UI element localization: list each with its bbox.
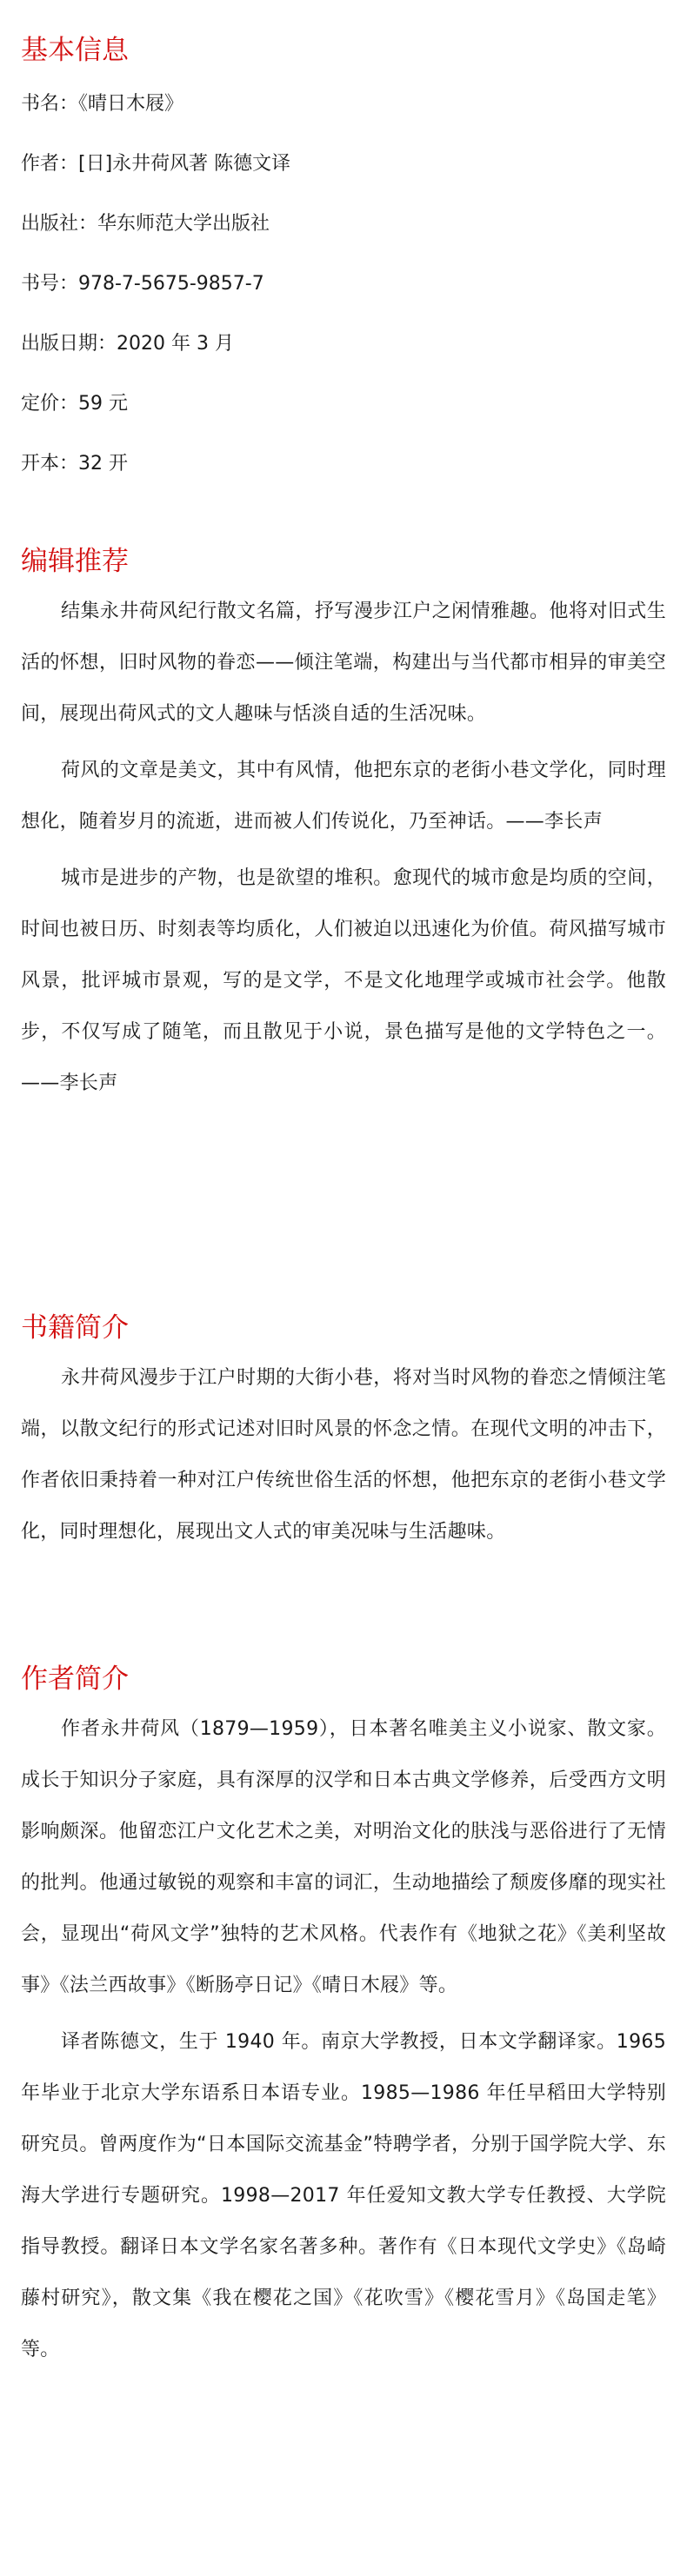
info-author: 作者：[日]永井荷风著 陈德文译 bbox=[21, 153, 291, 175]
section-title-book-intro: 书籍简介 bbox=[21, 1312, 129, 1344]
info-isbn: 书号：978-7-5675-9857-7 bbox=[21, 273, 264, 295]
info-format: 开本：32 开 bbox=[21, 453, 128, 475]
info-price: 定价：59 元 bbox=[21, 393, 128, 415]
info-publish-date: 出版日期：2020 年 3 月 bbox=[21, 333, 234, 355]
book-intro-section bbox=[21, 1311, 666, 1557]
paragraph-recommendation-1: 结集永井荷风纪行散文名篇，抒写漫步江户之闲情雅趣。他将对旧式生活的怀想，旧时风物的眷恋——倾注笔端，构建出与当代都市相异的审美空间，展现出荷风式的文人趣味与恬淡自适的生活况味。 bbox=[21, 601, 666, 725]
section-title-author-intro: 作者简介 bbox=[21, 1663, 129, 1695]
paragraph-translator-bio: 译者陈德文，生于 1940 年。南京大学教授，日本文学翻译家。1965 年毕业于北京大学东语系日本语专业。1985—1986 年任早稻田大学特别研究员。曾两度作为“日本国际交流基金”特聘学者，分别于国学院大学、东海大学进行专题研究。1998—2017 年任爱知文教大学专任教授、大学院指导教授。翻译日本文学名家名著多种。著作有《日本现代文学史》《岛崎藤村研究》，散文集《我在樱花之国》《花吹雪》《樱花雪月》《岛国走笔》等。 bbox=[21, 2031, 666, 2360]
paragraph-recommendation-2: 荷风的文章是美文，其中有风情，他把东京的老街小巷文学化，同时理想化，随着岁月的流逝，进而被人们传说化，乃至神话。——李长声 bbox=[21, 760, 666, 833]
info-publisher: 出版社：华东师范大学出版社 bbox=[21, 213, 270, 235]
info-book-title: 书名：《晴日木屐》 bbox=[21, 93, 184, 115]
basic-info-section bbox=[21, 33, 666, 511]
section-title-basic-info: 基本信息 bbox=[21, 35, 129, 66]
paragraph-recommendation-3: 城市是进步的产物，也是欲望的堆积。愈现代的城市愈是均质的空间，时间也被日历、时刻表等均质化，人们被迫以迅速化为价值。荷风描写城市风景，批评城市景观，写的是文学，不是文化地理学或城市社会学。他散步，不仅写成了随笔，而且散见于小说，景色描写是他的文学特色之一。——李长声 bbox=[21, 867, 666, 1094]
paragraph-author-bio: 作者永井荷风（1879—1959），日本著名唯美主义小说家、散文家。成长于知识分子家庭，具有深厚的汉学和日本古典文学修养，后受西方文明影响颇深。他留恋江户文化艺术之美，对明治文化的肤浅与恶俗进行了无情的批判。他通过敏锐的观察和丰富的词汇，生动地描绘了颓废侈靡的现实社会，显现出“荷风文学”独特的艺术风格。代表作有《地狱之花》《美利坚故事》《法兰西故事》《断肠亭日记》《晴日木屐》等。 bbox=[21, 1718, 666, 1996]
author-intro-section bbox=[21, 1662, 666, 2375]
paragraph-book-intro: 永井荷风漫步于江户时期的大街小巷，将对当时风物的眷恋之情倾注笔端，以散文纪行的形式记述对旧时风景的怀念之情。在现代文明的冲击下，作者依旧秉持着一种对江户传统世俗生活的怀想，他把东京的老街小巷文学化，同时理想化，展现出文人式的审美况味与生活趣味。 bbox=[21, 1367, 666, 1543]
section-title-editor-recommendation: 编辑推荐 bbox=[21, 546, 129, 577]
editor-recommendation-section bbox=[21, 544, 666, 1109]
